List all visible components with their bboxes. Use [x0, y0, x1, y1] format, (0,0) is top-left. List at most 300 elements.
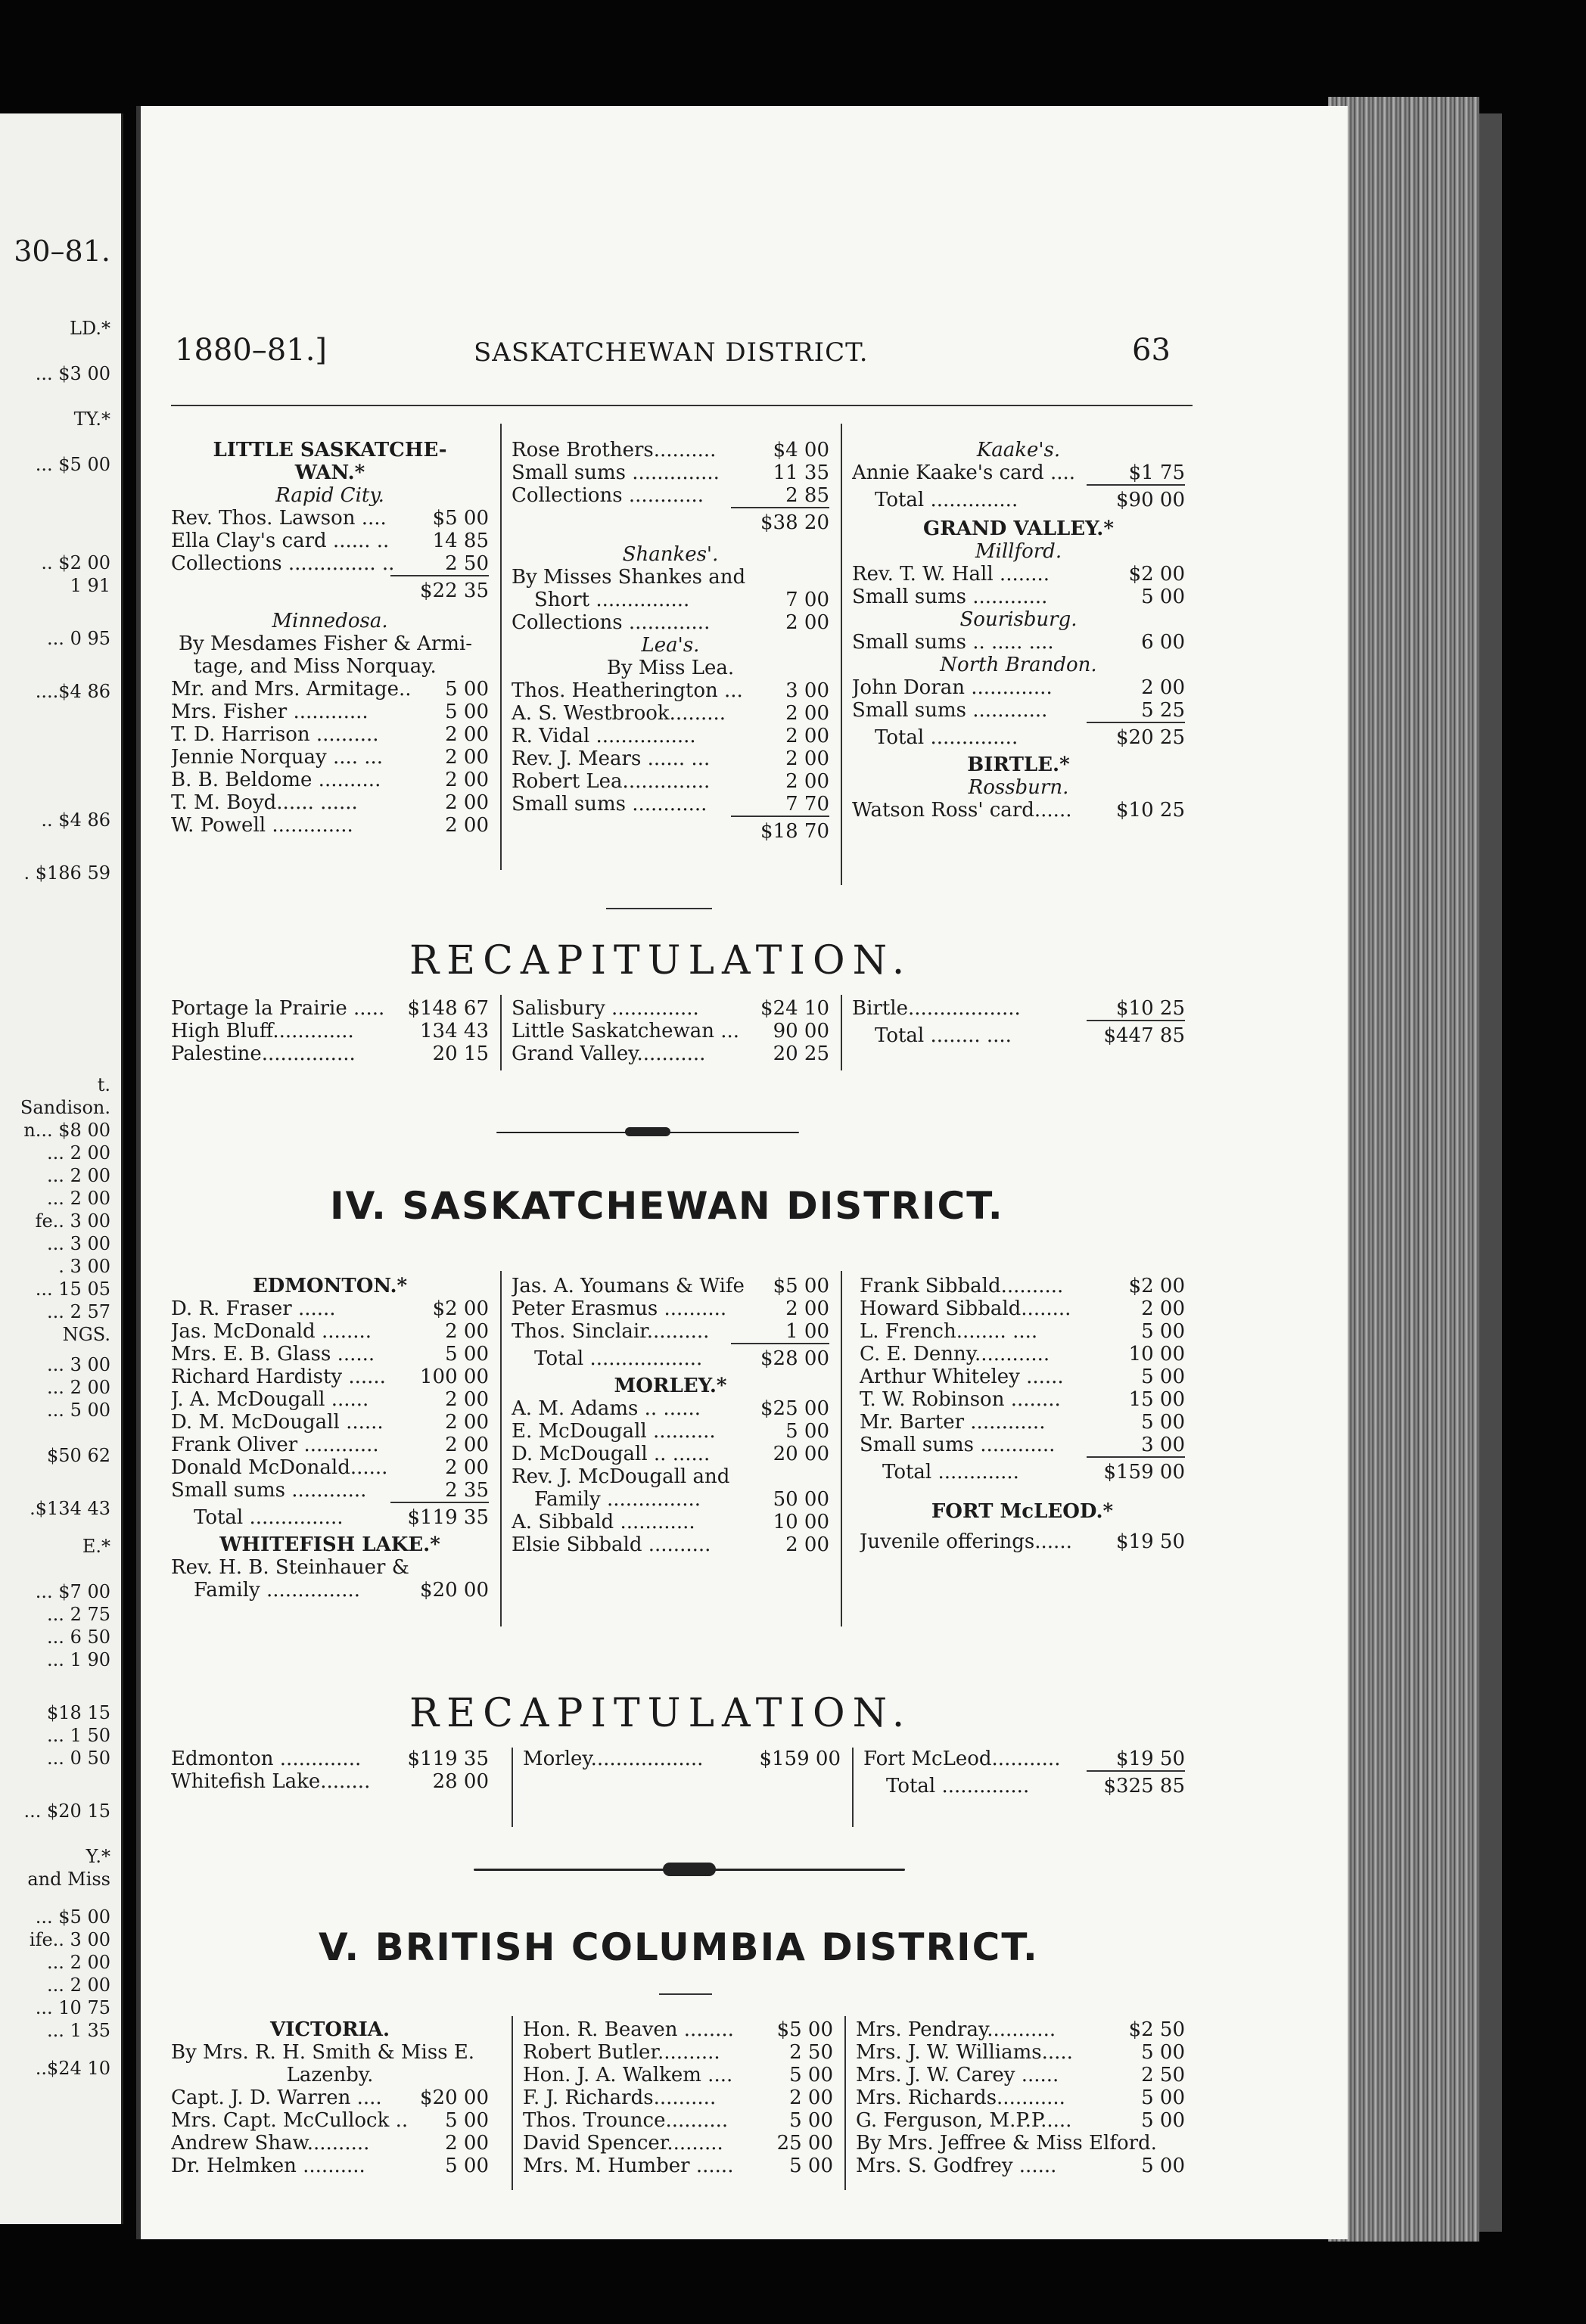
list-item: [852, 586, 1185, 608]
item-amount: 6 00: [1141, 631, 1185, 654]
recap1-title: RECAPITULATION.: [409, 938, 913, 983]
item-name: B. B. Beldome ..........: [171, 769, 381, 791]
item-amount: 5 25: [1141, 699, 1185, 722]
item-amount: 20 25: [773, 1042, 829, 1065]
facing-page-line: ... 2 00: [47, 1377, 110, 1398]
item-amount: 3 00: [1141, 1434, 1185, 1456]
item-amount: $24 10: [760, 997, 829, 1020]
item-amount: 5 00: [789, 2155, 833, 2177]
item-name: Mrs. Pendray...........: [856, 2018, 1056, 2041]
list-item: [852, 799, 1185, 822]
column-divider: [841, 995, 842, 1070]
facing-page-line: ... 2 00: [47, 1974, 110, 1996]
list-item: [171, 1456, 489, 1479]
list-item: [523, 1748, 841, 1770]
list-item: [171, 1366, 489, 1388]
list-rose: [512, 439, 829, 507]
list-item: [512, 1042, 829, 1065]
item-amount: 1 00: [785, 1320, 829, 1343]
note-mcdougall: Rev. J. McDougall and: [512, 1465, 730, 1488]
item-amount: 2 00: [445, 1388, 489, 1411]
list-victoria-3: [856, 2018, 1185, 2132]
facing-page-line: ... 2 00: [47, 1142, 110, 1164]
list-victoria-4: [856, 2155, 1185, 2177]
recap2-fort-mcleod: [863, 1748, 1185, 1770]
heading-edmonton: EDMONTON.*: [252, 1275, 408, 1297]
item-name: Small sums ............: [860, 1434, 1056, 1456]
list-item: [523, 2041, 833, 2064]
column-divider: [500, 424, 502, 870]
facing-page-line: ... 0 50: [47, 1748, 110, 1769]
note-jeffree: By Mrs. Jeffree & Miss Elford.: [856, 2132, 1157, 2155]
item-name: Birtle..................: [852, 997, 1021, 1020]
facing-page-line: ... 2 57: [47, 1301, 110, 1322]
list-fort-mcleod: [860, 1530, 1185, 1553]
item-amount: 5 00: [1141, 2109, 1185, 2132]
list-north-brandon: [852, 676, 1185, 722]
item-name: Mrs. J. W. Williams.....: [856, 2041, 1073, 2064]
subtotal-row: $18 70: [760, 820, 829, 843]
facing-page-line: LD.*: [70, 318, 110, 339]
item-amount: $2 00: [432, 1297, 489, 1320]
item-name: Fort McLeod...........: [863, 1748, 1061, 1770]
facing-page-line: 1 91: [70, 575, 110, 596]
list-leas: [512, 679, 829, 816]
total-row: Total ........ .... $447 85: [875, 1024, 1185, 1047]
list-item: [852, 631, 1185, 654]
item-name: D. M. McDougall ......: [171, 1411, 384, 1434]
list-item: [512, 747, 829, 770]
list-item: [523, 2086, 833, 2109]
facing-page-line: NGS.: [62, 1324, 110, 1345]
item-amount: 14 85: [432, 530, 489, 552]
item-amount: 10 00: [1128, 1343, 1185, 1366]
item-amount: 134 43: [420, 1020, 489, 1042]
list-item: [860, 1343, 1185, 1366]
section4-title: IV. SASKATCHEWAN DISTRICT.: [330, 1184, 1004, 1228]
heading-whitefish-lake: WHITEFISH LAKE.*: [219, 1533, 440, 1556]
col-little-saskatchewan: [171, 439, 489, 837]
item-name: R. Vidal ................: [512, 725, 696, 747]
item-amount: $2 00: [1128, 1275, 1185, 1297]
list-item: Family ............... 50 00: [534, 1488, 829, 1511]
list-item: [171, 1434, 489, 1456]
short-rule: [606, 908, 712, 909]
item-name: High Bluff.............: [171, 1020, 354, 1042]
facing-page-line: n... $8 00: [23, 1120, 110, 1141]
item-name: Portage la Prairie .....: [171, 997, 385, 1020]
facing-page-line: ... 2 00: [47, 1165, 110, 1186]
recap2-title: RECAPITULATION.: [409, 1691, 913, 1736]
total-row: Total ............. $159 00: [882, 1461, 1185, 1484]
item-amount: 2 00: [445, 1434, 489, 1456]
facing-page-line: ife.. 3 00: [29, 1929, 110, 1950]
item-amount: 2 00: [445, 746, 489, 769]
facing-page-line: TY.*: [73, 409, 110, 430]
item-amount: 25 00: [776, 2132, 833, 2155]
facing-page-line: . $186 59: [23, 862, 110, 884]
note-norquay: tage, and Miss Norquay.: [194, 655, 437, 678]
item-name: T. D. Harrison ..........: [171, 723, 379, 746]
item-name: W. Powell .............: [171, 814, 353, 837]
item-amount: 2 50: [789, 2041, 833, 2064]
item-amount: 15 00: [1128, 1388, 1185, 1411]
heading-wan: WAN.*: [294, 461, 365, 484]
item-name: Salisbury ..............: [512, 997, 699, 1020]
item-amount: 100 00: [420, 1366, 489, 1388]
column-divider: [852, 1748, 854, 1827]
item-amount: 2 00: [785, 1533, 829, 1556]
item-name: L. French........ ....: [860, 1320, 1038, 1343]
item-name: Andrew Shaw..........: [171, 2132, 370, 2155]
list-item: [523, 2064, 833, 2086]
item-amount: 5 00: [445, 1343, 489, 1366]
recap1-col2: [512, 997, 829, 1065]
list-item: [860, 1434, 1185, 1456]
item-amount: $5 00: [776, 2018, 833, 2041]
item-name: Elsie Sibbald ..........: [512, 1533, 711, 1556]
item-amount: 5 00: [445, 2109, 489, 2132]
facing-page-line: E.*: [82, 1536, 110, 1557]
item-amount: 5 00: [445, 701, 489, 723]
item-amount: 5 00: [445, 2155, 489, 2177]
item-amount: 90 00: [773, 1020, 829, 1042]
item-name: Robert Lea..............: [512, 770, 711, 793]
col-portage-cont: [512, 439, 829, 843]
list-morley-2: [512, 1511, 829, 1556]
item-amount: 2 00: [785, 702, 829, 725]
item-name: Frank Oliver ............: [171, 1434, 379, 1456]
item-name: Edmonton .............: [171, 1748, 362, 1770]
item-amount: 28 00: [432, 1770, 489, 1793]
item-amount: 2 00: [1141, 1297, 1185, 1320]
col-morley: [512, 1275, 829, 1556]
place-kaakes: Kaake's.: [976, 439, 1061, 461]
item-name: J. A. McDougall ......: [171, 1388, 369, 1411]
list-item: [512, 484, 829, 507]
col-grand-valley: [852, 439, 1185, 822]
heading-morley: MORLEY.*: [614, 1375, 727, 1397]
list-item: [171, 1479, 489, 1502]
list-item: [860, 1320, 1185, 1343]
item-name: D. McDougall .. ......: [512, 1443, 711, 1465]
facing-page-line: ... 2 00: [47, 1952, 110, 1973]
item-amount: 20 15: [432, 1042, 489, 1065]
list-item: [171, 2132, 489, 2155]
list-item: [512, 1275, 829, 1297]
heading-fort-mcleod: FORT McLEOD.*: [931, 1500, 1114, 1523]
item-name: T. M. Boyd...... ......: [171, 791, 358, 814]
ornament-center: [663, 1863, 716, 1876]
facing-page-line: Sandison.: [20, 1097, 110, 1118]
column-divider: [500, 995, 502, 1070]
heading-victoria: VICTORIA.: [269, 2018, 390, 2041]
list-item: [171, 2109, 489, 2132]
item-name: A. S. Westbrook.........: [512, 702, 726, 725]
running-header-title: SASKATCHEWAN DISTRICT.: [474, 337, 869, 368]
item-name: Rose Brothers..........: [512, 439, 717, 461]
list-item: [512, 1397, 829, 1420]
facing-page-line: ... $5 00: [35, 454, 110, 475]
list-item: [171, 1388, 489, 1411]
item-amount: $4 00: [773, 439, 829, 461]
list-rossburn: [852, 799, 1185, 822]
item-name: Collections ............: [512, 484, 704, 507]
item-name: Donald McDonald......: [171, 1456, 388, 1479]
item-name: Mrs. E. B. Glass ......: [171, 1343, 375, 1366]
item-amount: 5 00: [1141, 1366, 1185, 1388]
item-amount: 5 00: [789, 2109, 833, 2132]
item-amount: 2 35: [445, 1479, 489, 1502]
list-item: [512, 1297, 829, 1320]
item-amount: 2 00: [789, 2086, 833, 2109]
list-item: [171, 701, 489, 723]
list-item: [860, 1530, 1185, 1553]
item-amount: 2 00: [785, 747, 829, 770]
subtotal-row: $22 35: [420, 579, 489, 602]
facing-page-line: $18 15: [47, 1702, 110, 1723]
list-item: [171, 814, 489, 837]
item-amount: 5 00: [1141, 1411, 1185, 1434]
place-minnedosa: Minnedosa.: [272, 610, 388, 632]
item-name: Mr. and Mrs. Armitage..: [171, 678, 412, 701]
list-item: [171, 678, 489, 701]
list-item: [856, 2064, 1185, 2086]
item-name: Mrs. Fisher ............: [171, 701, 369, 723]
running-header-year: 1880–81.]: [175, 333, 328, 368]
item-name: Little Saskatchewan ...: [512, 1020, 740, 1042]
list-item: [171, 2086, 489, 2109]
col-victoria: [171, 2018, 489, 2177]
list-item: [171, 1770, 489, 1793]
item-amount: $20 00: [420, 2086, 489, 2109]
list-item: [856, 2018, 1185, 2041]
item-name: Grand Valley...........: [512, 1042, 706, 1065]
item-amount: 2 00: [445, 1456, 489, 1479]
item-name: Small sums ............: [512, 793, 707, 816]
ornament-center: [625, 1127, 670, 1136]
list-item: [171, 1343, 489, 1366]
item-name: Dr. Helmken ..........: [171, 2155, 365, 2177]
list-item: [512, 1420, 829, 1443]
facing-page-line: ... 2 75: [47, 1604, 110, 1625]
list-morley-cont: [860, 1275, 1185, 1456]
list-item: [512, 725, 829, 747]
col-edmonton: [171, 1275, 489, 1602]
item-amount: $10 25: [1116, 997, 1185, 1020]
column-divider: [512, 2016, 513, 2190]
item-amount: 5 00: [789, 2064, 833, 2086]
list-item: Short ............... 7 00: [534, 589, 829, 611]
item-name: Jas. McDonald ........: [171, 1320, 372, 1343]
item-amount: 2 00: [445, 1411, 489, 1434]
item-name: Small sums ............: [852, 586, 1048, 608]
item-amount: 2 85: [785, 484, 829, 507]
item-name: David Spencer.........: [523, 2132, 723, 2155]
column-divider: [844, 2016, 846, 2190]
list-item: [171, 2155, 489, 2177]
item-name: Thos. Trounce..........: [523, 2109, 729, 2132]
item-name: Arthur Whiteley ......: [860, 1366, 1064, 1388]
col-fort-mcleod: [860, 1275, 1185, 1553]
short-rule: [659, 1993, 712, 1995]
list-item: [171, 791, 489, 814]
facing-page-line: fe.. 3 00: [35, 1210, 110, 1232]
item-amount: 7 70: [785, 793, 829, 816]
item-name: Thos. Heatherington ...: [512, 679, 743, 702]
item-amount: 2 00: [445, 791, 489, 814]
item-name: T. W. Robinson ........: [860, 1388, 1061, 1411]
item-amount: 3 00: [785, 679, 829, 702]
list-item: [852, 563, 1185, 586]
item-amount: 5 00: [785, 1420, 829, 1443]
item-name: Juvenile offerings......: [860, 1530, 1072, 1553]
item-amount: $1 75: [1128, 461, 1185, 484]
item-amount: 5 00: [445, 678, 489, 701]
facing-page-line: ... 2 00: [47, 1188, 110, 1209]
item-name: G. Ferguson, M.P.P.....: [856, 2109, 1072, 2132]
heading-grand-valley: GRAND VALLEY.*: [923, 517, 1114, 540]
item-amount: 5 00: [1141, 2041, 1185, 2064]
item-name: Thos. Sinclair..........: [512, 1320, 710, 1343]
facing-page-fragment: [0, 113, 123, 2224]
book-spine-shadow: [1479, 113, 1502, 2232]
total-row: Total .............. $90 00: [875, 489, 1185, 511]
list-shankes: [512, 611, 829, 634]
item-name: E. McDougall ..........: [512, 1420, 716, 1443]
facing-page-line: ... 3 00: [47, 1354, 110, 1375]
total-row: Total .............. $325 85: [886, 1775, 1185, 1797]
item-amount: 2 50: [445, 552, 489, 575]
list-item: [860, 1297, 1185, 1320]
list-item: [171, 1411, 489, 1434]
facing-page-line: 30–81.: [14, 235, 110, 268]
list-rapid-city: [171, 507, 489, 575]
item-amount: 5 00: [1141, 1320, 1185, 1343]
item-name: John Doran .............: [852, 676, 1053, 699]
facing-page-line: ....$4 86: [35, 681, 110, 702]
item-name: Palestine...............: [171, 1042, 356, 1065]
item-name: Ella Clay's card ...... ..: [171, 530, 390, 552]
item-amount: $19 50: [1116, 1530, 1185, 1553]
column-divider: [512, 1748, 513, 1827]
item-amount: 11 35: [773, 461, 829, 484]
list-item: [171, 1020, 489, 1042]
item-amount: 20 00: [773, 1443, 829, 1465]
list-item: [523, 2109, 833, 2132]
item-name: Robert Butler..........: [523, 2041, 720, 2064]
facing-page-line: .. $4 86: [41, 809, 110, 831]
item-name: Mrs. S. Godfrey ......: [856, 2155, 1057, 2177]
item-name: Capt. J. D. Warren ....: [171, 2086, 382, 2109]
item-name: Jas. A. Youmans & Wife: [512, 1275, 745, 1297]
list-item: [856, 2155, 1185, 2177]
facing-page-line: Y.*: [86, 1846, 110, 1867]
header-rule: [171, 405, 1193, 406]
list-item: [523, 2155, 833, 2177]
list-item: [523, 2132, 833, 2155]
item-amount: 10 00: [773, 1511, 829, 1533]
item-amount: 2 00: [445, 769, 489, 791]
subtotal-row: $38 20: [760, 511, 829, 534]
item-name: D. R. Fraser ......: [171, 1297, 336, 1320]
place-sourisburg: Sourisburg.: [959, 608, 1078, 631]
item-amount: 5 00: [1141, 2155, 1185, 2177]
item-amount: 2 00: [785, 770, 829, 793]
facing-page-line: ... 15 05: [35, 1279, 110, 1300]
item-amount: $5 00: [432, 507, 489, 530]
list-item: [852, 997, 1185, 1020]
item-amount: 2 00: [445, 2132, 489, 2155]
list-kaakes: [852, 461, 1185, 484]
item-name: Morley..................: [523, 1748, 704, 1770]
list-item: [863, 1748, 1185, 1770]
item-name: Mrs. M. Humber ......: [523, 2155, 734, 2177]
facing-page-line: ... 6 50: [47, 1626, 110, 1648]
list-minnedosa: [171, 678, 489, 837]
list-item: [512, 1443, 829, 1465]
facing-page-line: ... $7 00: [35, 1581, 110, 1602]
facing-page-line: ... $5 00: [35, 1906, 110, 1928]
list-edmonton: [171, 1297, 489, 1502]
list-item: [171, 1748, 489, 1770]
item-amount: 2 00: [785, 725, 829, 747]
list-victoria-2: [523, 2018, 833, 2177]
list-item: [171, 723, 489, 746]
item-amount: $25 00: [760, 1397, 829, 1420]
list-item: [171, 507, 489, 530]
item-amount: 2 00: [785, 611, 829, 634]
facing-page-line: ... $3 00: [35, 363, 110, 384]
item-name: Annie Kaake's card ....: [852, 461, 1076, 484]
item-name: C. E. Denny............: [860, 1343, 1050, 1366]
column-divider: [841, 1271, 842, 1626]
book-page-edges: [1328, 97, 1479, 2242]
recap2-col3: [863, 1748, 1185, 1797]
item-name: Whitefish Lake........: [171, 1770, 371, 1793]
item-amount: $19 50: [1116, 1748, 1185, 1770]
list-morley: [512, 1397, 829, 1465]
item-amount: 2 00: [445, 1320, 489, 1343]
facing-page-line: ... 1 35: [47, 2020, 110, 2041]
total-row: Total .............. $20 25: [875, 726, 1185, 749]
place-millford: Millford.: [975, 540, 1062, 563]
item-name: Mrs. Richards...........: [856, 2086, 1065, 2109]
item-name: Peter Erasmus ..........: [512, 1297, 727, 1320]
note-mesdames: By Mesdames Fisher & Armi-: [179, 632, 473, 655]
item-name: Jennie Norquay .... ...: [171, 746, 384, 769]
recap2-col1: [171, 1748, 489, 1793]
item-name: Hon. J. A. Walkem ....: [523, 2064, 733, 2086]
item-amount: 2 00: [1141, 676, 1185, 699]
item-name: Mrs. Capt. McCullock ..: [171, 2109, 409, 2132]
list-item: [171, 1042, 489, 1065]
list-item: [512, 439, 829, 461]
list-item: [860, 1366, 1185, 1388]
total-row: Total ............... $119 35: [194, 1506, 489, 1529]
item-name: Richard Hardisty ......: [171, 1366, 386, 1388]
list-victoria: [171, 2086, 489, 2177]
note-miss-lea: By Miss Lea.: [606, 657, 735, 679]
facing-page-line: .$134 43: [30, 1498, 110, 1519]
place-rapid-city: Rapid City.: [275, 484, 384, 507]
heading-birtle: BIRTLE.*: [967, 753, 1070, 776]
list-item: [860, 1388, 1185, 1411]
list-edmonton-cont: [512, 1275, 829, 1343]
item-name: Rev. J. Mears ...... ...: [512, 747, 711, 770]
list-item: [512, 1511, 829, 1533]
list-item: [512, 770, 829, 793]
